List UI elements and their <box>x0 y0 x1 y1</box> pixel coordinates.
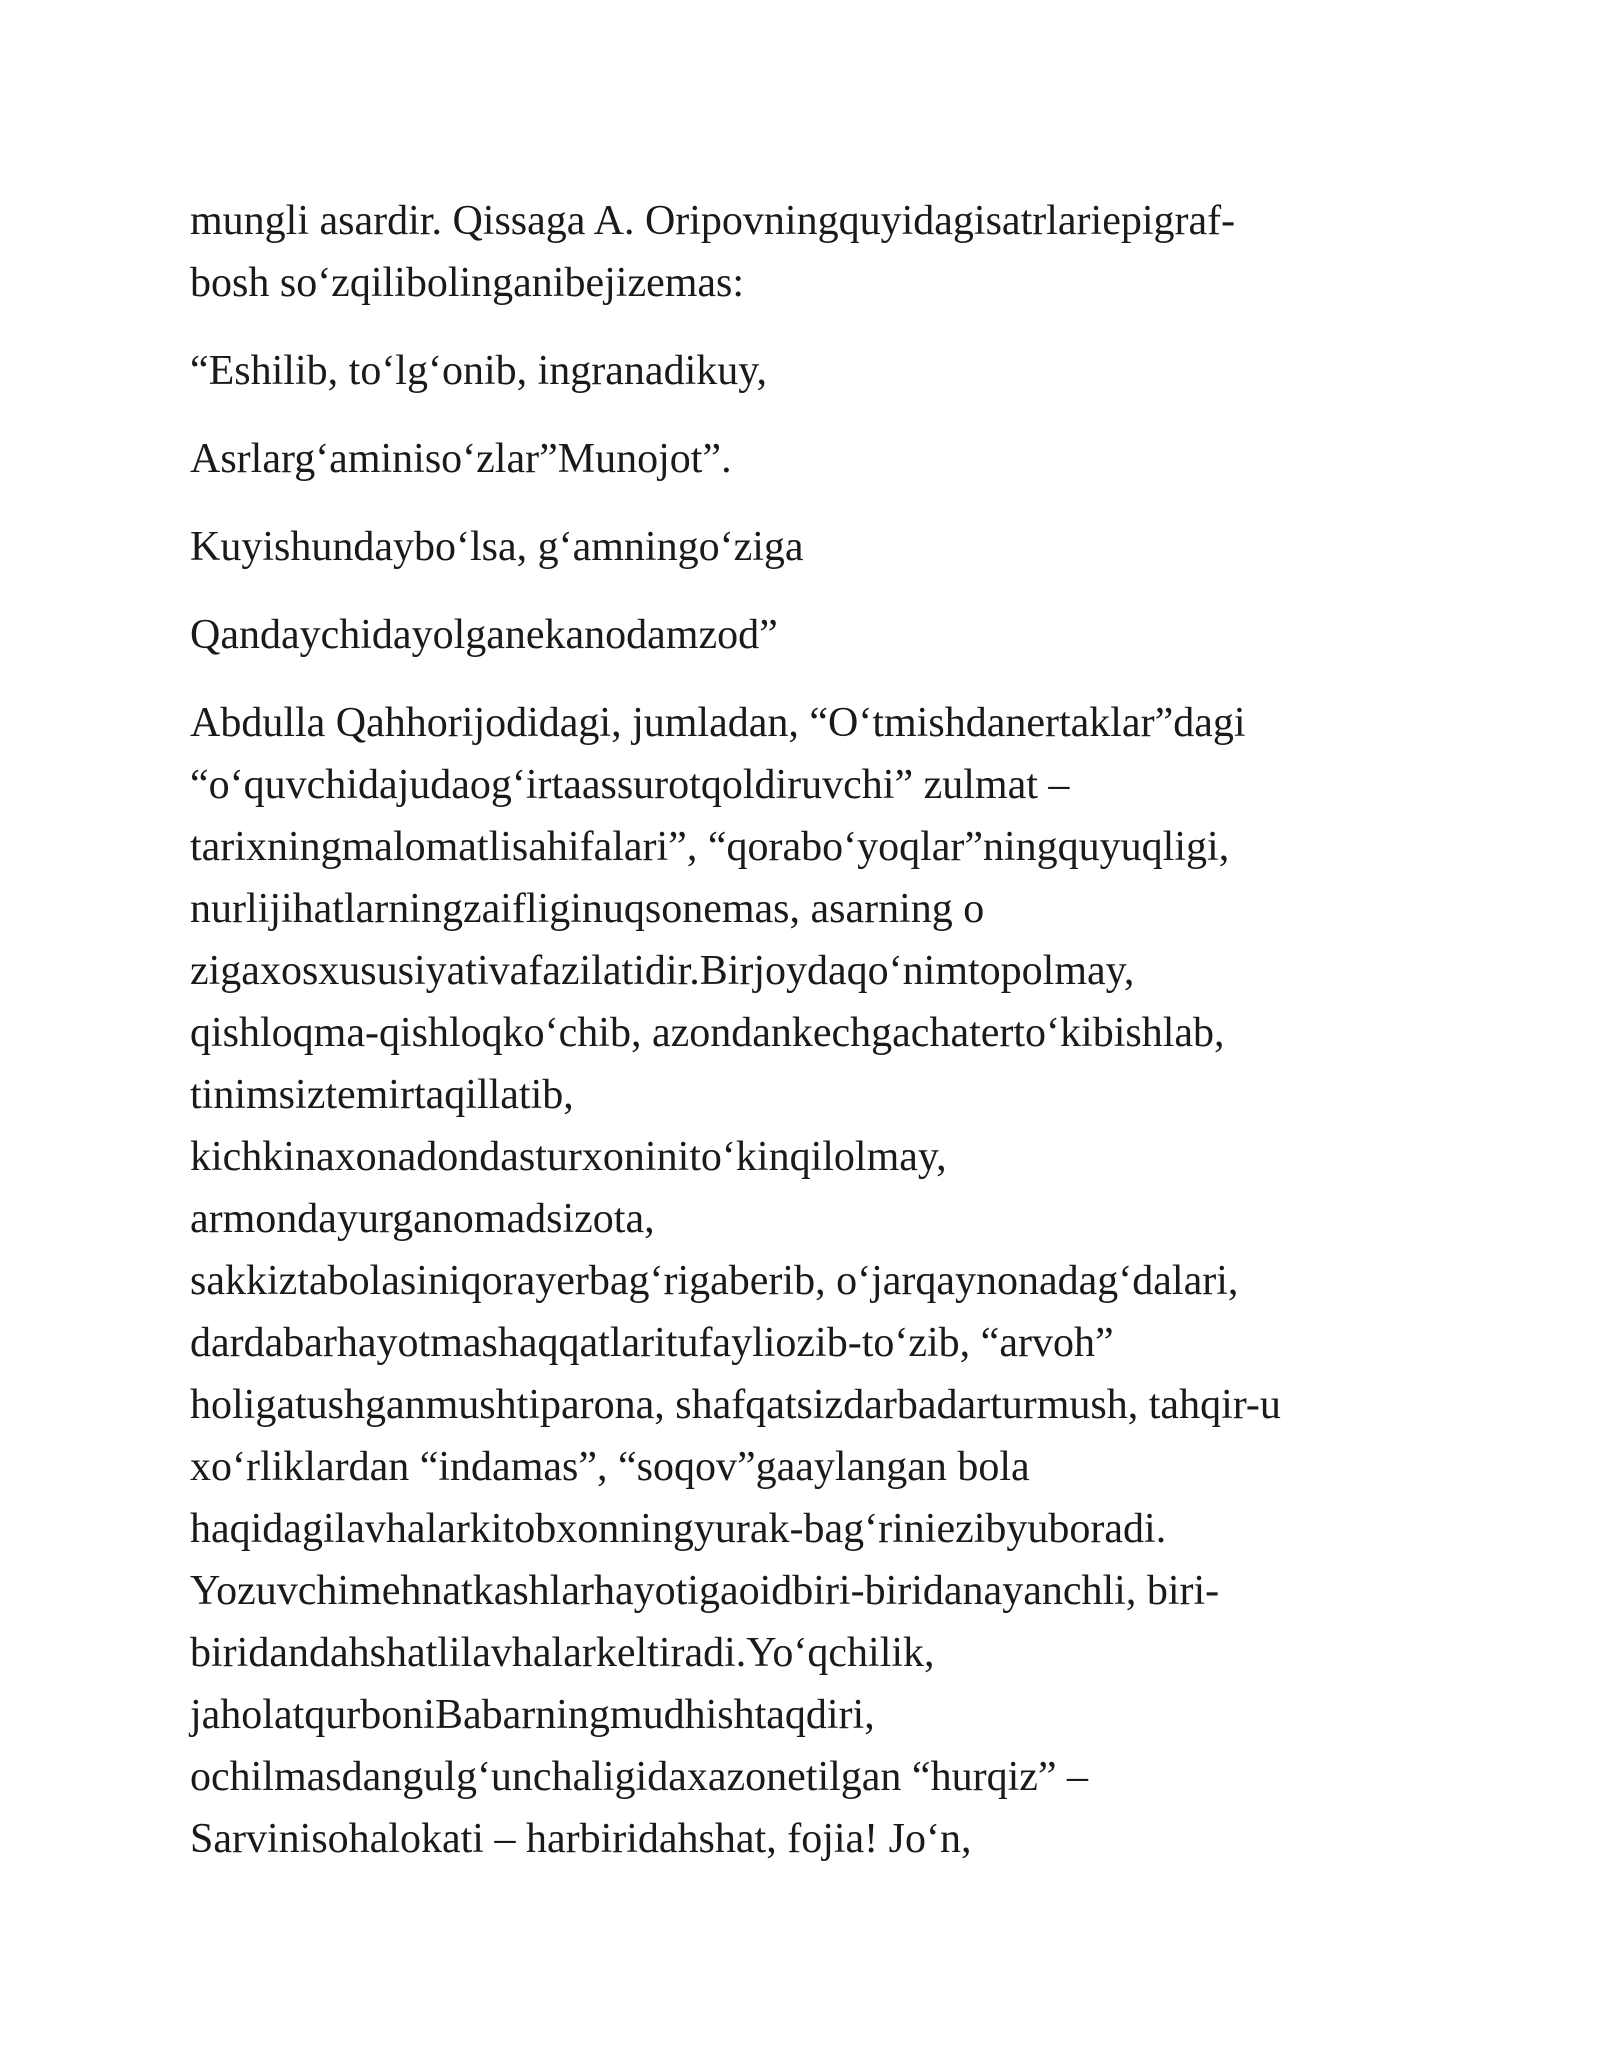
text-line: bosh so‘zqilibolinganibejizemas: <box>190 260 745 306</box>
text-line: Yozuvchimehnatkashlarhayotigaoidbiri-biridanayanchli, biri- <box>190 1568 1220 1614</box>
text-line: xo‘rliklardan “indamas”, “soqov”gaaylangan bola <box>190 1444 1030 1490</box>
text-line: kichkinaxonadondasturxoninito‘kinqilolmay, <box>190 1134 947 1180</box>
text-line: tinimsiztemirtaqillatib, <box>190 1072 574 1118</box>
text-line: tarixningmalomatlisahifalari”, “qorabo‘yoqlar”ningquyuqligi, <box>190 824 1230 870</box>
text-line: nurlijihatlarningzaifliginuqsonemas, asarning o <box>190 886 985 932</box>
text-line: biridandahshatlilavhalarkeltiradi.Yo‘qchilik, <box>190 1630 935 1676</box>
poem-line: “Eshilib, to‘lg‘onib, ingranadikuy, <box>190 348 768 394</box>
text-line: mungli asardir. Qissaga A. Oripovningquyidagisatrlariepigraf- <box>190 198 1236 244</box>
text-line: jaholatqurboniBabarningmudhishtaqdiri, <box>190 1692 875 1738</box>
poem-line: Kuyishundaybo‘lsa, g‘amningo‘ziga <box>190 524 804 570</box>
text-line: “o‘quvchidajudaog‘irtaassurotqoldiruvchi” zulmat – <box>190 762 1070 808</box>
text-line: ochilmasdangulg‘unchaligidaxazonetilgan “hurqiz” – <box>190 1754 1089 1800</box>
text-line: haqidagilavhalarkitobxonningyurak-bag‘riniezibyuboradi. <box>190 1506 1167 1552</box>
text-line: armondayurganomadsizota, <box>190 1196 655 1242</box>
poem-line: Asrlarg‘aminiso‘zlar”Munojot”. <box>190 436 732 482</box>
poem-line: Qandaychidayolganekanodamzod” <box>190 612 778 658</box>
text-line: sakkiztabolasiniqorayerbag‘rigaberib, o‘jarqaynonadag‘dalari, <box>190 1258 1239 1304</box>
text-line: Abdulla Qahhorijodidagi, jumladan, “O‘tmishdanertaklar”dagi <box>190 700 1246 746</box>
text-line: holigatushganmushtiparona, shafqatsizdarbadarturmush, tahqir-u <box>190 1382 1281 1428</box>
text-line: dardabarhayotmashaqqatlaritufayliozib-to‘zib, “arvoh” <box>190 1320 1114 1366</box>
document-body <box>190 190 1440 1870</box>
text-line: zigaxosxususiyativafazilatidir.Birjoydaqo‘nimtopolmay, <box>190 948 1135 994</box>
text-line: qishloqma-qishloqko‘chib, azondankechgachaterto‘kibishlab, <box>190 1010 1225 1056</box>
text-line: Sarvinisohalokati – harbiridahshat, fojia! Jo‘n, <box>190 1816 972 1862</box>
